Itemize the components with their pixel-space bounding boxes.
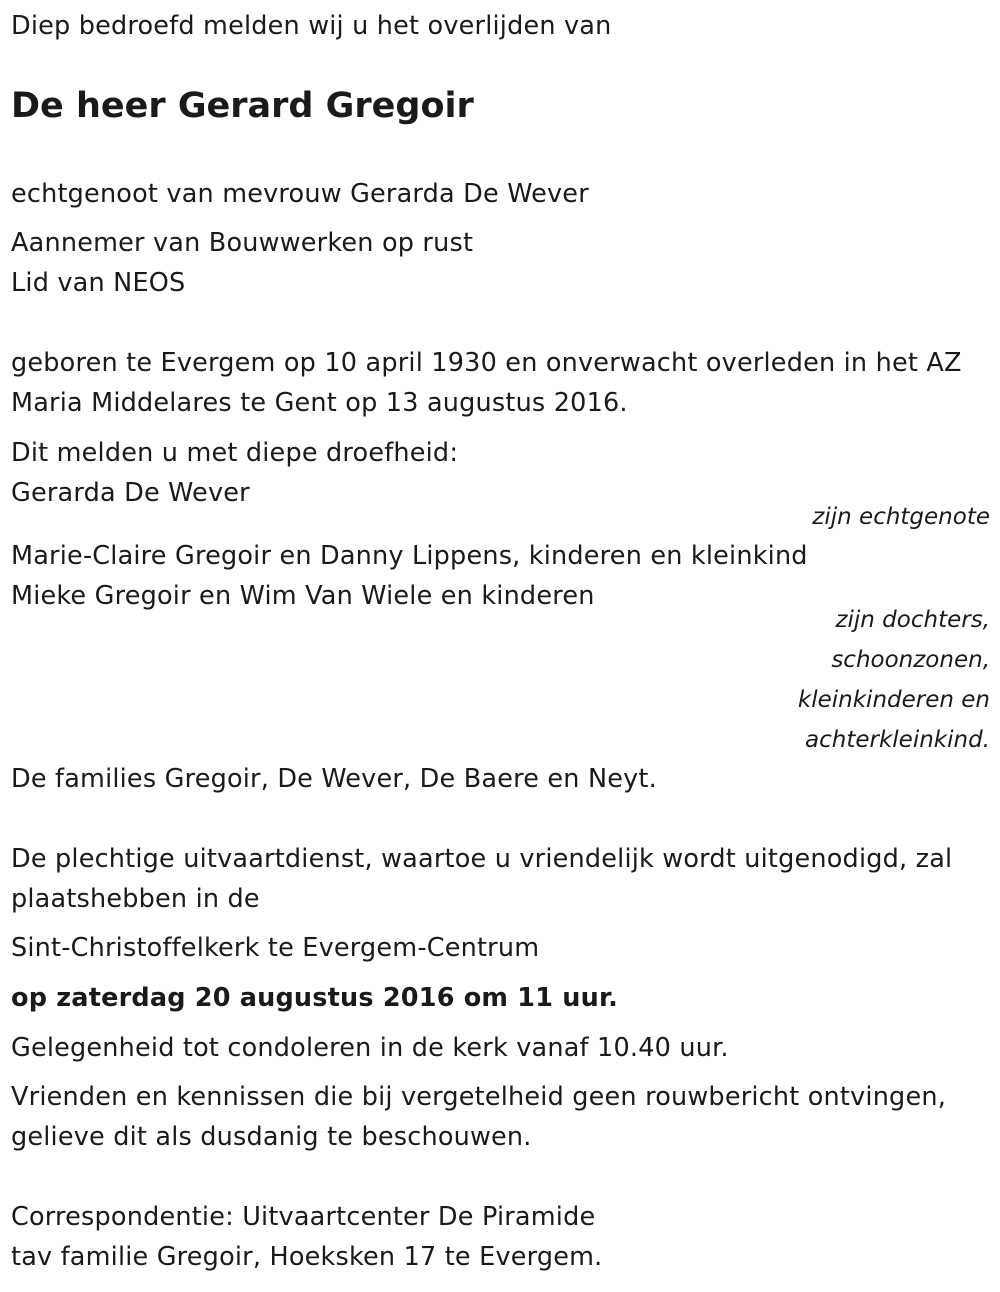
- children-role-3: kleinkinderen en: [797, 687, 990, 713]
- notice-line-2: gelieve dit als dusdanig te beschouwen.: [11, 1122, 532, 1152]
- children-line-1: Marie-Claire Gregoir en Danny Lippens, kinderen en kleinkind: [11, 541, 808, 571]
- children-role-1: zijn dochters,: [835, 607, 990, 633]
- children-role-2: schoonzonen,: [831, 647, 990, 673]
- birth-death-line-2: Maria Middelares te Gent op 13 augustus 2016.: [11, 388, 628, 418]
- spouse-line: echtgenoot van mevrouw Gerarda De Wever: [11, 179, 589, 209]
- correspondence-line-2: tav familie Gregoir, Hoeksken 17 te Evergem.: [11, 1242, 603, 1272]
- children-line-2: Mieke Gregoir en Wim Van Wiele en kinderen: [11, 581, 595, 611]
- membership-line: Lid van NEOS: [11, 268, 186, 298]
- church-line: Sint-Christoffelkerk te Evergem-Centrum: [11, 933, 540, 963]
- condolences-line: Gelegenheid tot condoleren in de kerk vanaf 10.40 uur.: [11, 1033, 729, 1063]
- service-invitation-line-1: De plechtige uitvaartdienst, waartoe u vriendelijk wordt uitgenodigd, zal: [11, 844, 953, 874]
- announcers-intro: Dit melden u met diepe droefheid:: [11, 438, 459, 468]
- correspondence-line-1: Correspondentie: Uitvaartcenter De Piramide: [11, 1202, 596, 1232]
- birth-death-line-1: geboren te Evergem op 10 april 1930 en onverwacht overleden in het AZ: [11, 348, 962, 378]
- families-line: De families Gregoir, De Wever, De Baere en Neyt.: [11, 764, 657, 794]
- deceased-name: De heer Gerard Gregoir: [11, 86, 474, 126]
- service-datetime: op zaterdag 20 augustus 2016 om 11 uur.: [11, 983, 618, 1013]
- spouse-name: Gerarda De Wever: [11, 478, 250, 508]
- notice-line-1: Vrienden en kennissen die bij vergetelheid geen rouwbericht ontvingen,: [11, 1082, 947, 1112]
- service-invitation-line-2: plaatshebben in de: [11, 884, 260, 914]
- intro-text: Diep bedroefd melden wij u het overlijden van: [11, 11, 612, 41]
- spouse-role: zijn echtgenote: [812, 504, 990, 530]
- children-role-4: achterkleinkind.: [805, 727, 990, 753]
- occupation-line: Aannemer van Bouwwerken op rust: [11, 228, 474, 258]
